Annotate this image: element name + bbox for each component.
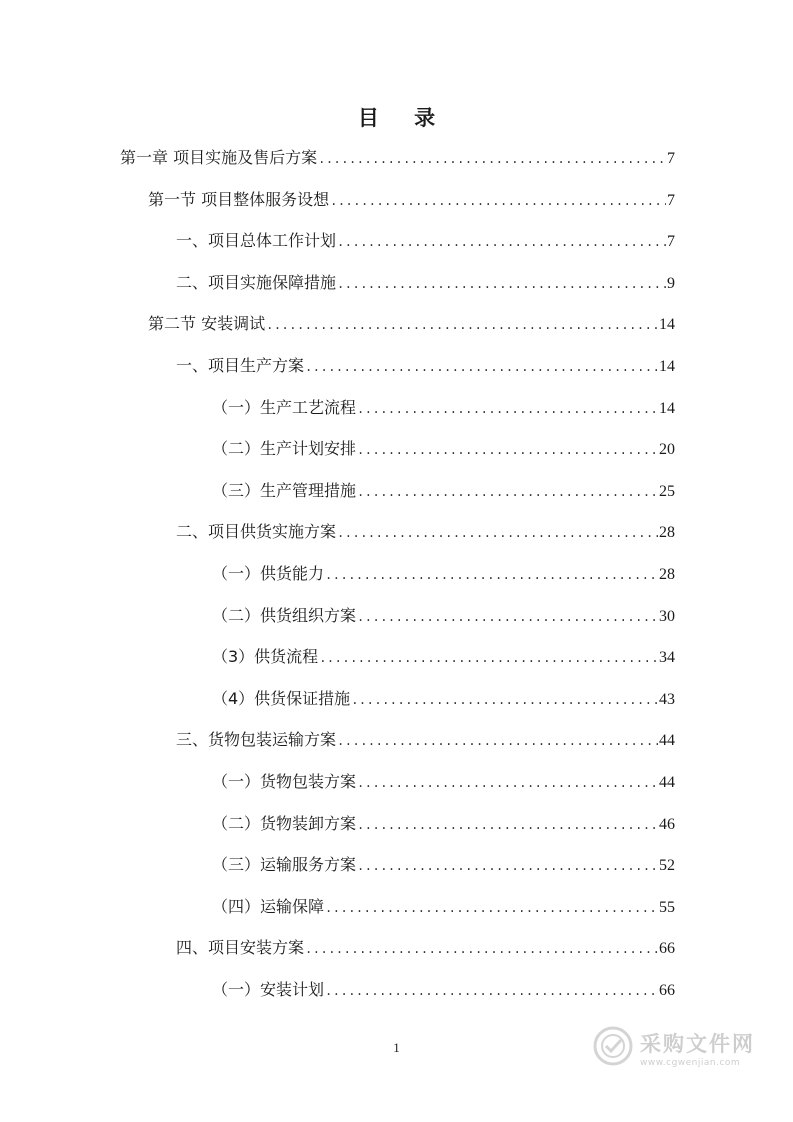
- toc-entry-title: （三）运输服务方案: [212, 855, 357, 874]
- toc-entry[interactable]: [212, 602, 675, 630]
- toc-entry[interactable]: [120, 144, 675, 172]
- toc-dot-leader: [318, 145, 666, 173]
- toc-dot-leader: [337, 228, 666, 256]
- toc-entry-page: 20: [659, 441, 675, 458]
- toc-entry[interactable]: [176, 352, 675, 380]
- toc-entry-page: 28: [659, 524, 675, 541]
- toc-dot-leader: [325, 894, 658, 922]
- toc-entry-title: 第二节 安装调试: [148, 314, 266, 333]
- toc-entry[interactable]: [176, 726, 675, 754]
- toc-entry-page: 7: [667, 233, 675, 250]
- toc-entry-page: 9: [667, 275, 675, 292]
- toc-entry-page: 44: [659, 774, 675, 791]
- toc-entry[interactable]: [212, 768, 675, 796]
- toc-dot-leader: [337, 270, 666, 298]
- toc-entry-title: 二、项目实施保障措施: [176, 273, 337, 292]
- toc-entry-page: 14: [659, 316, 675, 333]
- toc-entry-title: 三、货物包装运输方案: [176, 730, 337, 749]
- toc-entry-page: 14: [659, 400, 675, 417]
- toc-entry-title: 一、项目生产方案: [176, 356, 305, 375]
- toc-dot-leader: [337, 727, 658, 755]
- toc-entry-title: 第一节 项目整体服务设想: [148, 190, 330, 209]
- toc-dot-leader: [357, 436, 658, 464]
- toc-dot-leader: [330, 187, 666, 215]
- toc-entry[interactable]: [212, 810, 675, 838]
- toc-entry-page: 25: [659, 483, 675, 500]
- toc-entry-title: 第一章 项目实施及售后方案: [120, 148, 318, 167]
- toc-entry[interactable]: [212, 435, 675, 463]
- toc-dot-leader: [357, 769, 658, 797]
- toc-entry-page: 43: [659, 691, 675, 708]
- watermark-name: 采购文件网: [640, 1032, 755, 1056]
- toc-entry-title: （三）生产管理措施: [212, 481, 357, 500]
- toc-dot-leader: [357, 852, 658, 880]
- toc-entry-title: （一）货物包装方案: [212, 772, 357, 791]
- logo-icon: [592, 1025, 634, 1071]
- toc-entry-title: 一、项目总体工作计划: [176, 231, 337, 250]
- toc-dot-leader: [357, 478, 658, 506]
- toc-entry-title: （二）供货组织方案: [212, 606, 357, 625]
- toc-entry-page: 14: [659, 358, 675, 375]
- toc-entry-page: 66: [659, 940, 675, 957]
- toc-entry[interactable]: [148, 186, 675, 214]
- toc-entry-page: 66: [659, 982, 675, 999]
- toc-entry[interactable]: [176, 934, 675, 962]
- toc-title: 目 录: [357, 106, 450, 130]
- toc-entry[interactable]: [176, 269, 675, 297]
- toc-entry-title: （3）供货流程: [212, 647, 319, 666]
- watermark-url: www.cgwenjian.com: [640, 1058, 741, 1068]
- toc-entry[interactable]: [212, 685, 675, 713]
- toc-entry[interactable]: [148, 310, 675, 338]
- toc-dot-leader: [357, 811, 658, 839]
- toc-entry-title: 四、项目安装方案: [176, 938, 305, 957]
- toc-entry-title: 二、项目供货实施方案: [176, 522, 337, 541]
- toc-entry-title: （一）供货能力: [212, 564, 325, 583]
- toc-entry-page: 52: [659, 857, 675, 874]
- toc-entry-title: （一）安装计划: [212, 980, 325, 999]
- toc-entry[interactable]: [212, 477, 675, 505]
- toc-entry[interactable]: [212, 560, 675, 588]
- toc-dot-leader: [351, 686, 658, 714]
- toc-entry-page: 55: [659, 899, 675, 916]
- toc-dot-leader: [266, 311, 658, 339]
- toc-dot-leader: [319, 644, 658, 672]
- watermark: [592, 1024, 755, 1072]
- toc-dot-leader: [305, 353, 658, 381]
- toc-dot-leader: [357, 395, 658, 423]
- toc-entry-page: 30: [659, 608, 675, 625]
- toc-entry-page: 7: [667, 192, 675, 209]
- toc-entry-page: 7: [667, 150, 675, 167]
- toc-entry[interactable]: [176, 518, 675, 546]
- toc-entry[interactable]: [212, 394, 675, 422]
- toc-entry[interactable]: [212, 893, 675, 921]
- toc-dot-leader: [325, 977, 658, 1005]
- toc-entry-title: （二）生产计划安排: [212, 439, 357, 458]
- toc-entry[interactable]: [212, 976, 675, 1004]
- toc-dot-leader: [305, 935, 658, 963]
- toc-entry[interactable]: [212, 851, 675, 879]
- toc-entry-page: 44: [659, 732, 675, 749]
- toc-entry-page: 34: [659, 649, 675, 666]
- toc-entry[interactable]: [176, 227, 675, 255]
- toc-entry-title: （一）生产工艺流程: [212, 398, 357, 417]
- toc-dot-leader: [337, 519, 658, 547]
- toc-entry-title: （四）运输保障: [212, 897, 325, 916]
- page-number: 1: [393, 1040, 400, 1055]
- toc-entry-title: （二）货物装卸方案: [212, 814, 357, 833]
- toc-dot-leader: [325, 561, 658, 589]
- toc-dot-leader: [357, 603, 658, 631]
- toc-entry-page: 28: [659, 566, 675, 583]
- toc-entry-title: （4）供货保证措施: [212, 689, 351, 708]
- toc-entry[interactable]: [212, 643, 675, 671]
- toc-entry-page: 46: [659, 816, 675, 833]
